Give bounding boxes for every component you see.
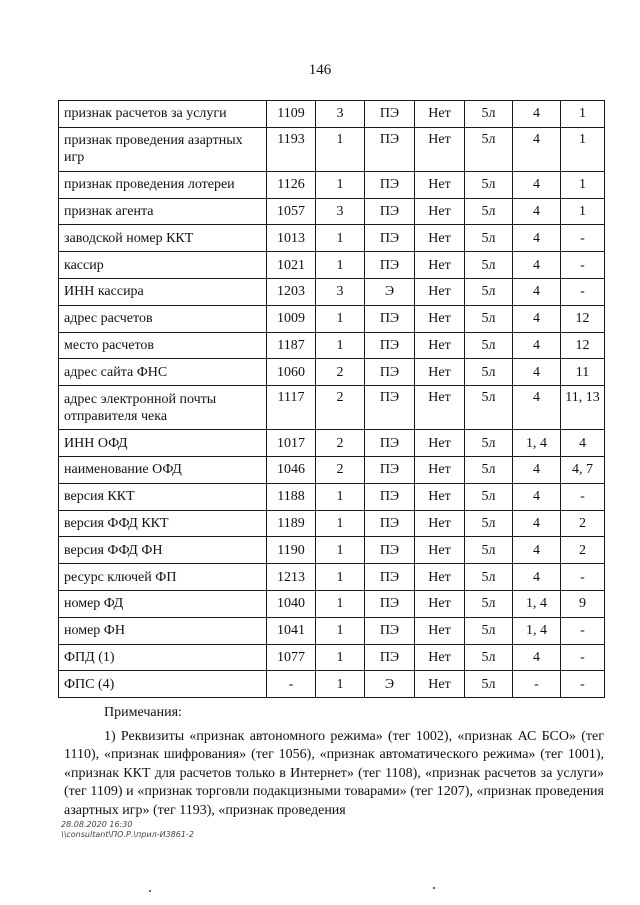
table-cell-c2: ПЭ: [365, 127, 415, 171]
table-row: [59, 198, 605, 225]
table-cell-c4: 5л: [465, 359, 513, 386]
table-cell-c1: 2: [316, 456, 365, 483]
table-cell-c3: Нет: [415, 671, 465, 698]
table-cell-c5: 4: [513, 252, 561, 279]
table-cell-c3: Нет: [415, 644, 465, 671]
table-cell-c3: Нет: [415, 198, 465, 225]
table-row: [59, 101, 605, 128]
scan-speck: [433, 887, 435, 889]
table-cell-tag: 1040: [267, 590, 316, 617]
table-cell-tag: 1021: [267, 252, 316, 279]
table-cell-c1: 2: [316, 386, 365, 430]
requisite-name-cell: признак расчетов за услуги: [59, 101, 267, 128]
table-cell-c3: Нет: [415, 171, 465, 198]
table-cell-c3: Нет: [415, 252, 465, 279]
table-cell-c1: 1: [316, 127, 365, 171]
notes-section: [64, 705, 604, 820]
table-cell-c3: Нет: [415, 305, 465, 332]
table-cell-c6: 1: [561, 127, 605, 171]
table-cell-c3: Нет: [415, 617, 465, 644]
table-cell-c4: 5л: [465, 617, 513, 644]
table-cell-c6: -: [561, 617, 605, 644]
requisite-name-cell: кассир: [59, 252, 267, 279]
table-cell-c4: 5л: [465, 225, 513, 252]
table-cell-tag: 1041: [267, 617, 316, 644]
table-cell-c6: -: [561, 252, 605, 279]
table-cell-tag: 1109: [267, 101, 316, 128]
table-cell-c5: 4: [513, 101, 561, 128]
table-cell-tag: 1213: [267, 564, 316, 591]
table-cell-tag: 1193: [267, 127, 316, 171]
table-row: [59, 483, 605, 510]
table-cell-c3: Нет: [415, 332, 465, 359]
table-cell-tag: 1060: [267, 359, 316, 386]
table-cell-c6: 2: [561, 510, 605, 537]
table-cell-c2: ПЭ: [365, 456, 415, 483]
table-cell-c2: ПЭ: [365, 171, 415, 198]
table-cell-c5: 4: [513, 456, 561, 483]
table-cell-tag: 1189: [267, 510, 316, 537]
requisite-name-cell: версия ФФД ФН: [59, 537, 267, 564]
table-cell-c5: 4: [513, 510, 561, 537]
table-cell-c2: ПЭ: [365, 590, 415, 617]
table-cell-c1: 1: [316, 332, 365, 359]
table-cell-c2: ПЭ: [365, 430, 415, 457]
stamp-date: 28.08.2020 16:30: [61, 820, 133, 829]
table-cell-c2: ПЭ: [365, 359, 415, 386]
table-cell-c5: 4: [513, 386, 561, 430]
table-cell-c5: 4: [513, 359, 561, 386]
table-cell-c1: 2: [316, 359, 365, 386]
table-row: [59, 278, 605, 305]
table-cell-c3: Нет: [415, 590, 465, 617]
table-cell-c6: 1: [561, 198, 605, 225]
table-row: [59, 332, 605, 359]
table-cell-c4: 5л: [465, 171, 513, 198]
table-cell-c1: 2: [316, 430, 365, 457]
table-cell-c4: 5л: [465, 590, 513, 617]
table-cell-c2: ПЭ: [365, 510, 415, 537]
table-cell-c3: Нет: [415, 456, 465, 483]
table-cell-c6: 9: [561, 590, 605, 617]
table-cell-c5: 4: [513, 644, 561, 671]
table-cell-c1: 1: [316, 483, 365, 510]
table-cell-c1: 1: [316, 564, 365, 591]
page-number: 146: [308, 62, 332, 78]
table-cell-c5: 4: [513, 198, 561, 225]
table-cell-c3: Нет: [415, 225, 465, 252]
table-cell-c1: 1: [316, 171, 365, 198]
requisite-name-cell: ФПС (4): [59, 671, 267, 698]
requisite-name-cell: ИНН ОФД: [59, 430, 267, 457]
table-cell-c5: 4: [513, 483, 561, 510]
table-cell-c4: 5л: [465, 537, 513, 564]
table-cell-c1: 1: [316, 671, 365, 698]
requisite-name-cell: номер ФД: [59, 590, 267, 617]
requisite-name-cell: место расчетов: [59, 332, 267, 359]
table-cell-c5: 1, 4: [513, 617, 561, 644]
table-cell-c2: Э: [365, 671, 415, 698]
table-cell-c5: 4: [513, 127, 561, 171]
table-cell-c4: 5л: [465, 430, 513, 457]
requisite-name-cell: заводской номер ККТ: [59, 225, 267, 252]
table-cell-c4: 5л: [465, 564, 513, 591]
table-cell-c3: Нет: [415, 537, 465, 564]
requisite-name-cell: ИНН кассира: [59, 278, 267, 305]
table-cell-tag: 1190: [267, 537, 316, 564]
table-cell-c2: ПЭ: [365, 644, 415, 671]
table-cell-c4: 5л: [465, 671, 513, 698]
table-cell-c6: -: [561, 483, 605, 510]
table-cell-c4: 5л: [465, 127, 513, 171]
table-cell-c3: Нет: [415, 564, 465, 591]
table-cell-c2: Э: [365, 278, 415, 305]
table-row: [59, 564, 605, 591]
table-cell-c2: ПЭ: [365, 225, 415, 252]
requisite-name-cell: адрес расчетов: [59, 305, 267, 332]
table-cell-c1: 1: [316, 590, 365, 617]
table-cell-c2: ПЭ: [365, 305, 415, 332]
table-cell-c5: 4: [513, 537, 561, 564]
table-cell-tag: 1009: [267, 305, 316, 332]
table-cell-c5: 1, 4: [513, 590, 561, 617]
table-cell-tag: 1046: [267, 456, 316, 483]
table-cell-c1: 1: [316, 510, 365, 537]
table-cell-c4: 5л: [465, 483, 513, 510]
requisite-name-cell: признак агента: [59, 198, 267, 225]
table-cell-tag: 1187: [267, 332, 316, 359]
table-cell-c4: 5л: [465, 278, 513, 305]
table-cell-c6: 4, 7: [561, 456, 605, 483]
table-cell-c5: 4: [513, 171, 561, 198]
table-cell-c3: Нет: [415, 127, 465, 171]
table-cell-c2: ПЭ: [365, 386, 415, 430]
requisite-name-cell: признак проведения лотереи: [59, 171, 267, 198]
table-cell-c5: 4: [513, 332, 561, 359]
table-row: [59, 617, 605, 644]
requisite-name-cell: признак проведения азартных игр: [59, 127, 267, 171]
table-cell-tag: 1203: [267, 278, 316, 305]
note-paragraph-1: 1) Реквизиты «признак автономного режима» (тег 1002), «признак АС БСО» (тег 1110), «признак шифрования» (тег 1056), «признак автоматического режима» (тег 1001), «признак ККТ для расчетов только в Интернет» (тег 1108), «признак расчетов за услуги» (тег 1109) и «признак торговли подакцизными товарами» (тег 1207), «признак проведения азартных игр» (тег 1193), «признак проведения: [64, 729, 604, 818]
requisite-name-cell: адрес сайта ФНС: [59, 359, 267, 386]
table-cell-c6: -: [561, 644, 605, 671]
table-row: [59, 671, 605, 698]
table-cell-tag: 1126: [267, 171, 316, 198]
table-cell-c1: 3: [316, 101, 365, 128]
table-row: [59, 252, 605, 279]
table-cell-c5: 4: [513, 305, 561, 332]
table-cell-c1: 1: [316, 305, 365, 332]
table-cell-c2: ПЭ: [365, 537, 415, 564]
table-cell-c3: Нет: [415, 101, 465, 128]
table-row: [59, 644, 605, 671]
table-cell-c6: 12: [561, 332, 605, 359]
requisite-name-cell: номер ФН: [59, 617, 267, 644]
table-cell-c6: 12: [561, 305, 605, 332]
table-cell-c4: 5л: [465, 456, 513, 483]
table-cell-c6: 1: [561, 101, 605, 128]
requisite-name-cell: версия ККТ: [59, 483, 267, 510]
table-cell-c3: Нет: [415, 510, 465, 537]
table-cell-c4: 5л: [465, 305, 513, 332]
table-cell-c2: ПЭ: [365, 564, 415, 591]
table-cell-c3: Нет: [415, 278, 465, 305]
table-cell-c2: ПЭ: [365, 101, 415, 128]
table-cell-c6: 1: [561, 171, 605, 198]
table-cell-c6: -: [561, 671, 605, 698]
table-row: [59, 225, 605, 252]
table-cell-c5: -: [513, 671, 561, 698]
table-cell-c2: ПЭ: [365, 332, 415, 359]
table-cell-c2: ПЭ: [365, 198, 415, 225]
requisite-name-cell: адрес электронной почты отправителя чека: [59, 386, 267, 430]
table-cell-c3: Нет: [415, 386, 465, 430]
table-cell-c1: 1: [316, 644, 365, 671]
table-cell-tag: 1057: [267, 198, 316, 225]
table-cell-c1: 3: [316, 198, 365, 225]
tags-table-body: [59, 101, 605, 698]
requisite-name-cell: ресурс ключей ФП: [59, 564, 267, 591]
table-cell-c1: 1: [316, 617, 365, 644]
table-cell-tag: 1077: [267, 644, 316, 671]
table-row: [59, 456, 605, 483]
document-stamp: [61, 820, 194, 840]
table-cell-c2: ПЭ: [365, 252, 415, 279]
table-row: [59, 590, 605, 617]
table-cell-c6: 11, 13: [561, 386, 605, 430]
table-cell-c5: 4: [513, 225, 561, 252]
table-cell-c4: 5л: [465, 332, 513, 359]
requisite-name-cell: наименование ОФД: [59, 456, 267, 483]
table-cell-tag: 1117: [267, 386, 316, 430]
table-row: [59, 430, 605, 457]
table-cell-c1: 3: [316, 278, 365, 305]
table-row: [59, 537, 605, 564]
table-cell-tag: 1017: [267, 430, 316, 457]
table-cell-c5: 4: [513, 564, 561, 591]
table-cell-c4: 5л: [465, 101, 513, 128]
table-cell-c4: 5л: [465, 386, 513, 430]
table-cell-tag: 1188: [267, 483, 316, 510]
table-row: [59, 359, 605, 386]
requisite-name-cell: ФПД (1): [59, 644, 267, 671]
tags-table: [58, 100, 605, 698]
table-cell-c2: ПЭ: [365, 483, 415, 510]
table-cell-c4: 5л: [465, 252, 513, 279]
table-cell-c1: 1: [316, 252, 365, 279]
table-row: [59, 386, 605, 430]
table-cell-c6: 4: [561, 430, 605, 457]
table-cell-c5: 1, 4: [513, 430, 561, 457]
table-cell-c2: ПЭ: [365, 617, 415, 644]
table-cell-c3: Нет: [415, 359, 465, 386]
table-cell-c1: 1: [316, 225, 365, 252]
table-cell-c6: 11: [561, 359, 605, 386]
table-cell-tag: -: [267, 671, 316, 698]
table-cell-c1: 1: [316, 537, 365, 564]
table-cell-c6: -: [561, 225, 605, 252]
stamp-path: \\consultant\ПО.Р.\прил-И3861-2: [61, 830, 194, 839]
table-row: [59, 127, 605, 171]
table-cell-c4: 5л: [465, 644, 513, 671]
notes-title: Примечания:: [104, 705, 182, 720]
scan-speck: [149, 890, 151, 892]
table-row: [59, 305, 605, 332]
table-cell-c3: Нет: [415, 483, 465, 510]
table-cell-c6: -: [561, 278, 605, 305]
table-cell-c6: 2: [561, 537, 605, 564]
table-row: [59, 171, 605, 198]
table-row: [59, 510, 605, 537]
requisite-name-cell: версия ФФД ККТ: [59, 510, 267, 537]
table-cell-c4: 5л: [465, 510, 513, 537]
table-cell-c5: 4: [513, 278, 561, 305]
table-cell-c4: 5л: [465, 198, 513, 225]
table-cell-c6: -: [561, 564, 605, 591]
table-cell-tag: 1013: [267, 225, 316, 252]
table-cell-c3: Нет: [415, 430, 465, 457]
